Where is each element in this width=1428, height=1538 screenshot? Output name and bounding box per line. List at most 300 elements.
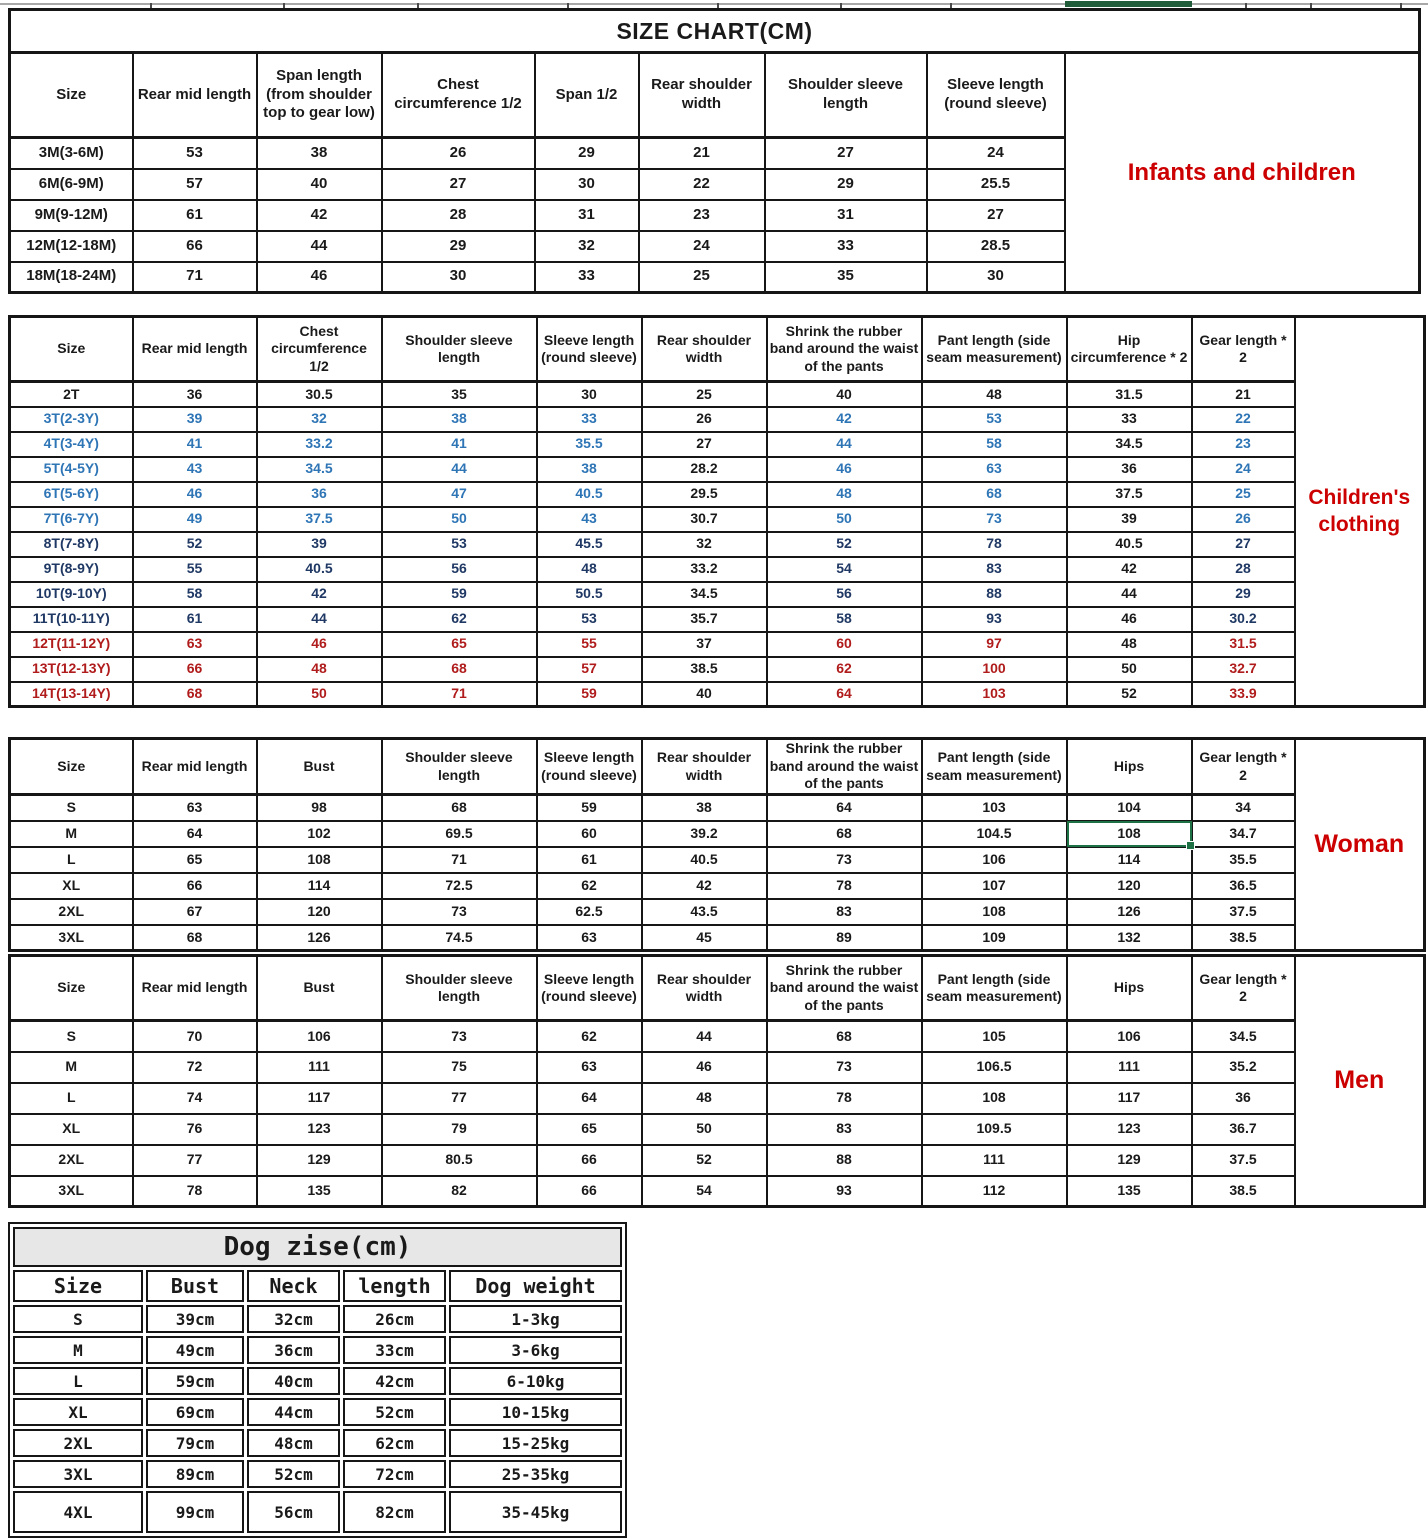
table-cell: 83 — [767, 899, 922, 925]
table-cell: 34.5 — [642, 582, 767, 607]
table-cell: 27 — [927, 200, 1065, 231]
table-cell: 48 — [767, 482, 922, 507]
table-cell: 29 — [535, 138, 639, 169]
table-cell: 26 — [642, 407, 767, 432]
table-cell: 129 — [1067, 1145, 1192, 1176]
table-cell: 32cm — [247, 1305, 340, 1333]
table-cell: 66 — [537, 1145, 642, 1176]
table-cell: 61 — [133, 607, 257, 632]
table-cell: 2XL — [10, 1145, 133, 1176]
table-cell: 38 — [537, 457, 642, 482]
table-cell: 3T(2-3Y) — [10, 407, 133, 432]
table-cell: 11T(10-11Y) — [10, 607, 133, 632]
table-cell: 106 — [257, 1021, 382, 1052]
table-cell: 68 — [133, 925, 257, 951]
table-cell: 46 — [767, 457, 922, 482]
table-cell: 27 — [765, 138, 927, 169]
table-cell: 63 — [537, 1052, 642, 1083]
table-cell: 32 — [642, 532, 767, 557]
column-header: Size — [10, 317, 133, 382]
table-cell: 22 — [639, 169, 765, 200]
table-cell: 117 — [1067, 1083, 1192, 1114]
table-cell: 27 — [382, 169, 535, 200]
table-cell: 40.5 — [257, 557, 382, 582]
column-header: Pant length (side seam measurement) — [922, 317, 1067, 382]
table-cell: 57 — [537, 657, 642, 682]
table-cell: 38.5 — [1192, 925, 1295, 951]
table-cell: M — [10, 1052, 133, 1083]
table-cell: 39 — [1067, 507, 1192, 532]
table-cell: 12M(12-18M) — [10, 231, 133, 262]
column-header: Shoulder sleeve length — [382, 317, 537, 382]
header-row — [13, 1270, 622, 1302]
table-cell: 55 — [537, 632, 642, 657]
table-cell: 33 — [535, 262, 639, 293]
table-cell: 34.5 — [1192, 1021, 1295, 1052]
top-gridline — [0, 3, 1428, 5]
table-row — [13, 1491, 622, 1533]
table-cell: 37.5 — [1067, 482, 1192, 507]
table-cell: 46 — [257, 262, 382, 293]
column-header: Gear length * 2 — [1192, 317, 1295, 382]
table-cell: 40.5 — [1067, 532, 1192, 557]
table-cell: 45 — [642, 925, 767, 951]
table-cell: 106 — [922, 847, 1067, 873]
table-row — [13, 1336, 622, 1364]
table-cell: 80.5 — [382, 1145, 537, 1176]
table-cell: 3M(3-6M) — [10, 138, 133, 169]
table-cell: 25 — [642, 382, 767, 407]
table-cell: 34.5 — [1067, 432, 1192, 457]
table-cell: 63 — [537, 925, 642, 951]
table-cell: 44 — [257, 607, 382, 632]
table-cell: 3XL — [10, 925, 133, 951]
table-cell: 44cm — [247, 1398, 340, 1426]
table-cell: 27 — [642, 432, 767, 457]
table-cell: 30 — [927, 262, 1065, 293]
table-cell: 49 — [133, 507, 257, 532]
table-row — [10, 432, 1425, 457]
table-cell: 10-15kg — [449, 1398, 622, 1426]
table-cell: 32 — [257, 407, 382, 432]
table-cell: 59 — [382, 582, 537, 607]
table-cell: 111 — [1067, 1052, 1192, 1083]
table-cell: 63 — [922, 457, 1067, 482]
table-cell: XL — [10, 1114, 133, 1145]
table-cell: 59 — [537, 682, 642, 707]
table-cell: 27 — [1192, 532, 1295, 557]
table-cell: 44 — [642, 1021, 767, 1052]
header-row — [10, 53, 1420, 138]
table-cell: 40cm — [247, 1367, 340, 1395]
table-cell: 21 — [1192, 382, 1295, 407]
table-cell: 42cm — [343, 1367, 446, 1395]
table-cell: 30.7 — [642, 507, 767, 532]
table-cell: 46 — [1067, 607, 1192, 632]
table-cell: 6T(5-6Y) — [10, 482, 133, 507]
table-cell: 62 — [537, 873, 642, 899]
selection-range-indicator — [1065, 1, 1192, 7]
table-cell: 36 — [257, 482, 382, 507]
column-header: Chest circumference 1/2 — [382, 53, 535, 138]
table-cell: 30 — [537, 382, 642, 407]
table-cell: 32.7 — [1192, 657, 1295, 682]
table-cell: 71 — [382, 847, 537, 873]
table-cell: 56cm — [247, 1491, 340, 1533]
table-cell: 28.5 — [927, 231, 1065, 262]
table-cell: 36 — [133, 382, 257, 407]
table-cell: 7T(6-7Y) — [10, 507, 133, 532]
table-cell: 48 — [922, 382, 1067, 407]
dog-size-table — [8, 1222, 627, 1538]
table-cell: 88 — [922, 582, 1067, 607]
table-cell: 52 — [767, 532, 922, 557]
table-cell: 31 — [535, 200, 639, 231]
table-cell: 65 — [382, 632, 537, 657]
table-cell: 109 — [922, 925, 1067, 951]
table-cell: 29.5 — [642, 482, 767, 507]
table-cell: 48 — [642, 1083, 767, 1114]
table-cell: 39 — [257, 532, 382, 557]
table-cell: 25.5 — [927, 169, 1065, 200]
table-cell: 50 — [1067, 657, 1192, 682]
column-header: Sleeve length (round sleeve) — [927, 53, 1065, 138]
table-cell: 33cm — [343, 1336, 446, 1364]
table-cell: 39 — [133, 407, 257, 432]
column-header: Rear mid length — [133, 53, 257, 138]
table-cell: 47 — [382, 482, 537, 507]
table-cell: 65 — [133, 847, 257, 873]
table-cell: 33 — [537, 407, 642, 432]
table-cell: 3-6kg — [449, 1336, 622, 1364]
table-cell: 63 — [133, 795, 257, 821]
table-cell: 14T(13-14Y) — [10, 682, 133, 707]
table-cell: 4T(3-4Y) — [10, 432, 133, 457]
column-header: Shrink the rubber band around the waist of the pants — [767, 956, 922, 1021]
table-cell: 35.5 — [537, 432, 642, 457]
group-label: Men — [1295, 956, 1425, 1207]
table-cell: 104 — [1067, 795, 1192, 821]
table-cell: 82cm — [343, 1491, 446, 1533]
table-cell: 3XL — [13, 1460, 143, 1488]
table-cell: 114 — [1067, 847, 1192, 873]
table-cell: 50 — [767, 507, 922, 532]
table-cell: 74.5 — [382, 925, 537, 951]
table-row — [10, 847, 1425, 873]
table-cell: 68 — [767, 821, 922, 847]
table-cell: 68 — [133, 682, 257, 707]
table-cell: 53 — [922, 407, 1067, 432]
table-row — [10, 507, 1425, 532]
table-cell: 64 — [537, 1083, 642, 1114]
table-cell: 111 — [257, 1052, 382, 1083]
table-cell: 46 — [257, 632, 382, 657]
table-cell: 40.5 — [537, 482, 642, 507]
table-cell: 62 — [537, 1021, 642, 1052]
table-cell: 66 — [133, 657, 257, 682]
table-cell: 38 — [382, 407, 537, 432]
table-cell: 30 — [535, 169, 639, 200]
table-cell: 29 — [382, 231, 535, 262]
table-cell: 36cm — [247, 1336, 340, 1364]
table-cell: 43.5 — [642, 899, 767, 925]
table-cell: 31.5 — [1067, 382, 1192, 407]
table-cell: 64 — [767, 682, 922, 707]
table-cell: 23 — [1192, 432, 1295, 457]
table-cell: 111 — [922, 1145, 1067, 1176]
column-header: Bust — [146, 1270, 244, 1302]
table-cell: 38 — [642, 795, 767, 821]
table-cell: 33.9 — [1192, 682, 1295, 707]
table-cell: 79cm — [146, 1429, 244, 1457]
table-cell: 58 — [133, 582, 257, 607]
table-cell: 93 — [767, 1176, 922, 1207]
table-cell: 36 — [1192, 1083, 1295, 1114]
table-cell: 72cm — [343, 1460, 446, 1488]
column-header: Pant length (side seam measurement) — [922, 739, 1067, 795]
table-row — [10, 557, 1425, 582]
table-cell: 120 — [1067, 873, 1192, 899]
table-cell: M — [13, 1336, 143, 1364]
table-cell: 105 — [922, 1021, 1067, 1052]
column-header: Span length (from shoulder top to gear low) — [257, 53, 382, 138]
table-cell: 37 — [642, 632, 767, 657]
table-cell: 78 — [133, 1176, 257, 1207]
table-row — [10, 482, 1425, 507]
table-cell: L — [13, 1367, 143, 1395]
group-label: Woman — [1295, 739, 1425, 951]
column-header: Shrink the rubber band around the waist of the pants — [767, 739, 922, 795]
table-cell: 35.7 — [642, 607, 767, 632]
table-cell: 72 — [133, 1052, 257, 1083]
column-header: Hips — [1067, 956, 1192, 1021]
table-cell: 48 — [1067, 632, 1192, 657]
table-cell: 71 — [382, 682, 537, 707]
table-row — [10, 382, 1425, 407]
table-cell: 135 — [257, 1176, 382, 1207]
table-cell: 56 — [767, 582, 922, 607]
column-header: Rear mid length — [133, 956, 257, 1021]
column-header: Gear length * 2 — [1192, 739, 1295, 795]
table-cell: 132 — [1067, 925, 1192, 951]
table-cell: 52cm — [247, 1460, 340, 1488]
table-cell: XL — [13, 1398, 143, 1426]
table-cell: 10T(9-10Y) — [10, 582, 133, 607]
table-cell: 79 — [382, 1114, 537, 1145]
column-header: Rear shoulder width — [642, 956, 767, 1021]
table-title-row — [10, 10, 1420, 53]
table-cell: 40 — [767, 382, 922, 407]
table-cell: 66 — [537, 1176, 642, 1207]
table-cell: 12T(11-12Y) — [10, 632, 133, 657]
table-cell: 30.2 — [1192, 607, 1295, 632]
table-cell: 88 — [767, 1145, 922, 1176]
table-cell: 60 — [537, 821, 642, 847]
table-cell: 58 — [767, 607, 922, 632]
men-size-table — [8, 954, 1426, 1208]
table-cell: 9T(8-9Y) — [10, 557, 133, 582]
table-cell: 50.5 — [537, 582, 642, 607]
table-cell: 48 — [537, 557, 642, 582]
table-cell: 36.5 — [1192, 873, 1295, 899]
table-title: SIZE CHART(CM) — [10, 10, 1420, 53]
table-row — [10, 925, 1425, 951]
table-row — [10, 657, 1425, 682]
table-cell: 28.2 — [642, 457, 767, 482]
column-header: Sleeve length (round sleeve) — [537, 739, 642, 795]
table-cell: 1-3kg — [449, 1305, 622, 1333]
table-cell: 54 — [767, 557, 922, 582]
table-cell: 59 — [537, 795, 642, 821]
table-cell: 63 — [133, 632, 257, 657]
table-cell: 32 — [535, 231, 639, 262]
table-cell: 43 — [133, 457, 257, 482]
table-cell: 6M(6-9M) — [10, 169, 133, 200]
table-cell: 78 — [767, 1083, 922, 1114]
table-row — [13, 1398, 622, 1426]
column-header: Size — [10, 53, 133, 138]
table-cell: 29 — [1192, 582, 1295, 607]
table-row — [10, 407, 1425, 432]
column-header: Chest circumference 1/2 — [257, 317, 382, 382]
table-cell: 42 — [257, 582, 382, 607]
table-cell: 42 — [1067, 557, 1192, 582]
infants-size-table — [8, 8, 1421, 294]
table-cell: 37.5 — [257, 507, 382, 532]
table-cell: 78 — [922, 532, 1067, 557]
table-row — [10, 1083, 1425, 1114]
table-cell: 69.5 — [382, 821, 537, 847]
column-header: Shoulder sleeve length — [765, 53, 927, 138]
table-cell: 18M(18-24M) — [10, 262, 133, 293]
table-row — [10, 795, 1425, 821]
table-cell: 35-45kg — [449, 1491, 622, 1533]
table-cell: 99cm — [146, 1491, 244, 1533]
table-cell: 40 — [642, 682, 767, 707]
table-cell: 40.5 — [642, 847, 767, 873]
table-cell: 50 — [382, 507, 537, 532]
column-header: Bust — [257, 956, 382, 1021]
table-cell: 108 — [257, 847, 382, 873]
table-cell: 68 — [767, 1021, 922, 1052]
table-cell: 59cm — [146, 1367, 244, 1395]
table-cell: 33.2 — [257, 432, 382, 457]
table-cell: 73 — [382, 1021, 537, 1052]
table-row — [10, 682, 1425, 707]
table-cell: 28 — [1192, 557, 1295, 582]
column-header: Rear shoulder width — [642, 739, 767, 795]
table-cell: 98 — [257, 795, 382, 821]
table-cell: 61 — [537, 847, 642, 873]
table-cell: 70 — [133, 1021, 257, 1052]
table-cell: 62cm — [343, 1429, 446, 1457]
table-cell: 53 — [537, 607, 642, 632]
table-cell: 26 — [1192, 507, 1295, 532]
table-cell: 45.5 — [537, 532, 642, 557]
table-cell: 15-25kg — [449, 1429, 622, 1457]
table-cell: 24 — [927, 138, 1065, 169]
table-row — [13, 1460, 622, 1488]
table-cell: 39.2 — [642, 821, 767, 847]
table-cell: XL — [10, 873, 133, 899]
table-cell: 72.5 — [382, 873, 537, 899]
column-header: Dog weight — [449, 1270, 622, 1302]
column-header: Size — [13, 1270, 143, 1302]
table-cell: 8T(7-8Y) — [10, 532, 133, 557]
table-row — [10, 1145, 1425, 1176]
table-cell: 4XL — [13, 1491, 143, 1533]
table-cell: 123 — [257, 1114, 382, 1145]
column-header: Shrink the rubber band around the waist of the pants — [767, 317, 922, 382]
table-cell: 2T — [10, 382, 133, 407]
table-cell: 135 — [1067, 1176, 1192, 1207]
column-header: Rear shoulder width — [639, 53, 765, 138]
table-cell: M — [10, 821, 133, 847]
column-header: Gear length * 2 — [1192, 956, 1295, 1021]
table-cell: 73 — [922, 507, 1067, 532]
table-cell: 50 — [257, 682, 382, 707]
table-cell: 77 — [382, 1083, 537, 1114]
table-cell: S — [13, 1305, 143, 1333]
table-cell: 34.7 — [1192, 821, 1295, 847]
table-cell: 25 — [639, 262, 765, 293]
table-cell: 120 — [257, 899, 382, 925]
table-cell: 73 — [382, 899, 537, 925]
table-cell: 62.5 — [537, 899, 642, 925]
table-cell: 74 — [133, 1083, 257, 1114]
table-cell: 38.5 — [1192, 1176, 1295, 1207]
table-cell: 68 — [922, 482, 1067, 507]
table-cell: 56 — [382, 557, 537, 582]
column-header: Neck — [247, 1270, 340, 1302]
table-cell: 71 — [133, 262, 257, 293]
table-row — [13, 1305, 622, 1333]
table-cell: 68 — [382, 795, 537, 821]
table-cell: 44 — [767, 432, 922, 457]
table-cell: 24 — [1192, 457, 1295, 482]
column-header: Sleeve length (round sleeve) — [537, 317, 642, 382]
table-cell: 34 — [1192, 795, 1295, 821]
table-cell: 126 — [257, 925, 382, 951]
table-cell: 104.5 — [922, 821, 1067, 847]
table-cell: 33 — [1067, 407, 1192, 432]
table-cell: 61 — [133, 200, 257, 231]
table-cell: 66 — [133, 231, 257, 262]
table-cell: 82 — [382, 1176, 537, 1207]
table-cell: 33.2 — [642, 557, 767, 582]
table-row — [10, 821, 1425, 847]
table-cell: 89cm — [146, 1460, 244, 1488]
table-cell: 26cm — [343, 1305, 446, 1333]
table-cell: 78 — [767, 873, 922, 899]
column-header: Shoulder sleeve length — [382, 956, 537, 1021]
column-header: Rear mid length — [133, 739, 257, 795]
table-cell: 39cm — [146, 1305, 244, 1333]
table-cell: 108 — [922, 1083, 1067, 1114]
table-cell: 34.5 — [257, 457, 382, 482]
table-cell: 42 — [642, 873, 767, 899]
table-cell: 100 — [922, 657, 1067, 682]
table-cell: 54 — [642, 1176, 767, 1207]
table-cell: 60 — [767, 632, 922, 657]
table-row — [10, 457, 1425, 482]
table-cell: 89 — [767, 925, 922, 951]
table-cell: 13T(12-13Y) — [10, 657, 133, 682]
table-cell: 93 — [922, 607, 1067, 632]
table-cell: 57 — [133, 169, 257, 200]
table-cell: 53 — [133, 138, 257, 169]
table-cell: 46 — [642, 1052, 767, 1083]
